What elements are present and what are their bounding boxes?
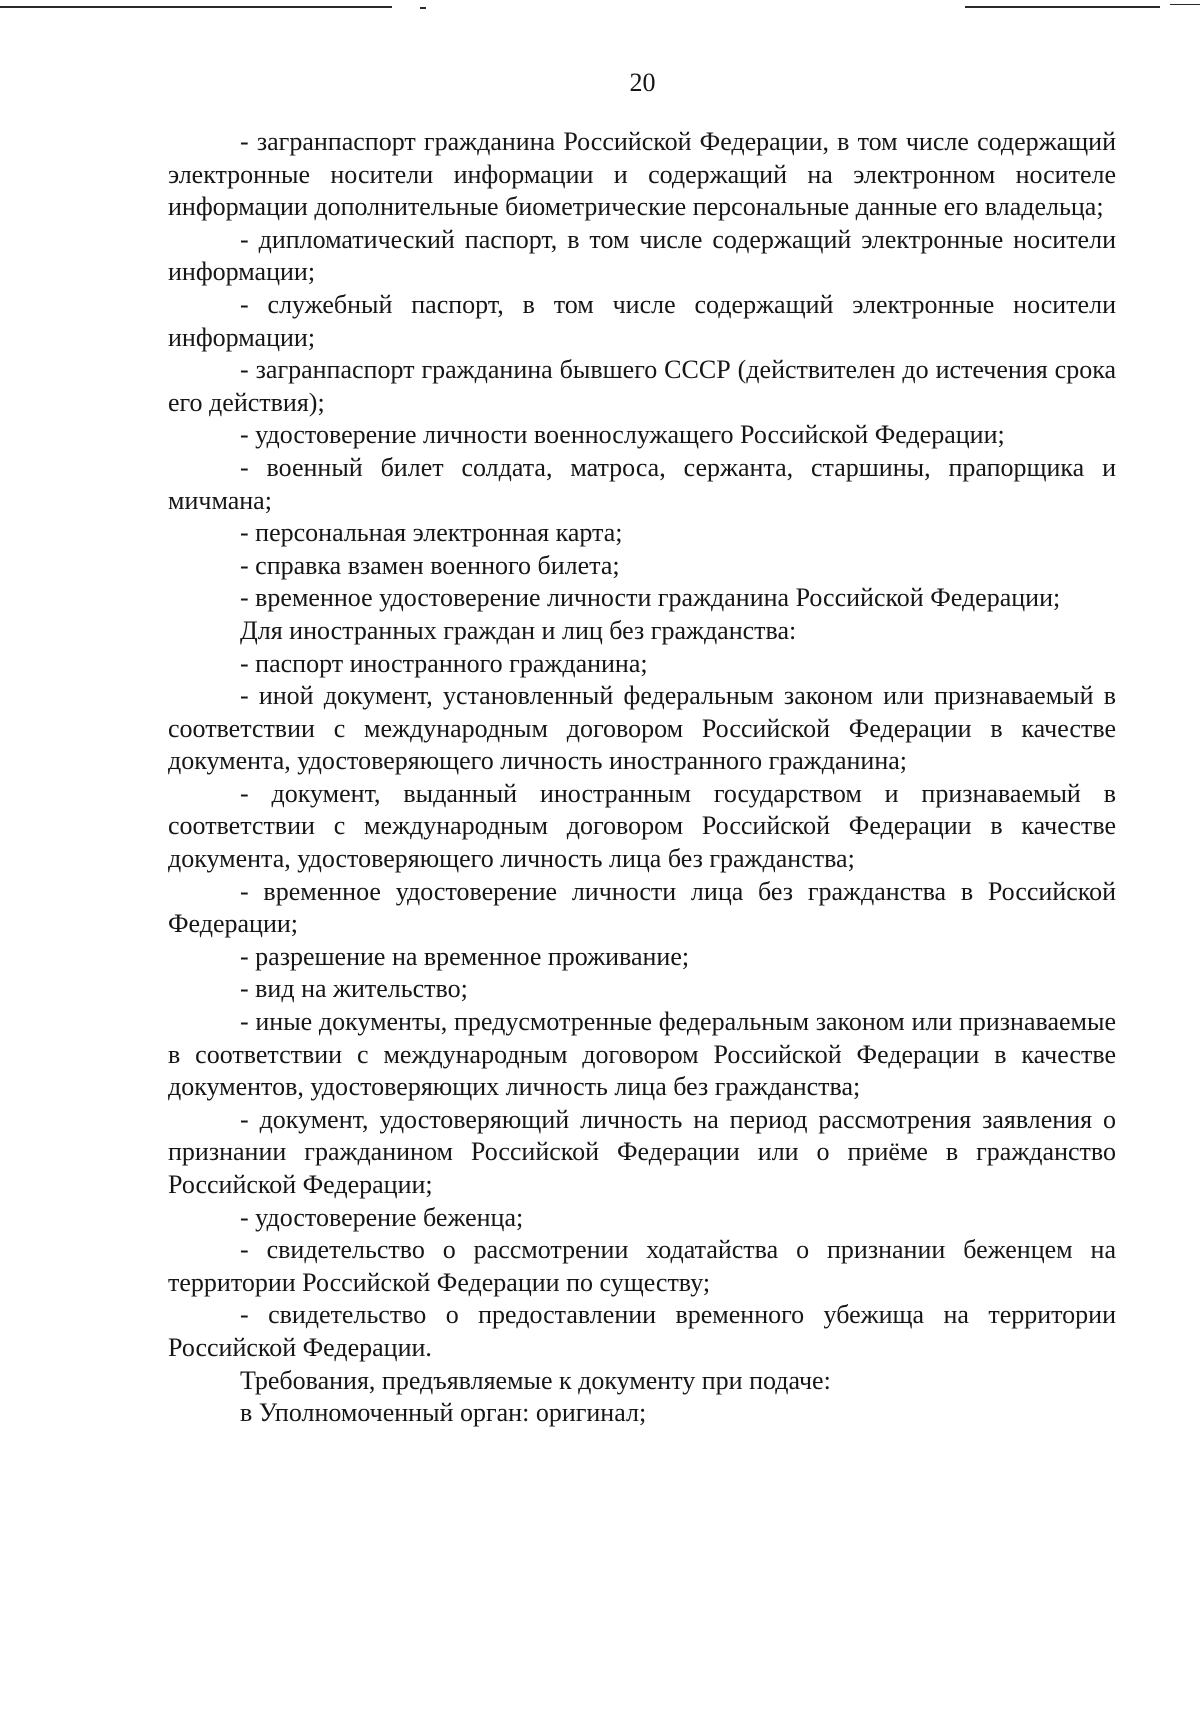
paragraph: - удостоверение личности военнослужащего Российской Федерации; <box>240 420 1005 450</box>
scan-edge-mark <box>420 7 426 9</box>
paragraph: - военный билет солдата, матроса, сержанта, старшины, прапорщика и мичмана; <box>168 452 1116 515</box>
paragraph: - персональная электронная карта; <box>240 518 623 548</box>
paragraph: - иной документ, установленный федеральным законом или признаваемый в соответствии с международным договором Российской Федерации в качестве документа, удостоверяющего личность иностранного гражданина; <box>168 681 1116 776</box>
paragraph: - удостоверение беженца; <box>240 1202 524 1232</box>
paragraph: - служебный паспорт, в том числе содержащий электронные носители информации; <box>168 289 1116 352</box>
paragraph: в Уполномоченный орган: оригинал; <box>240 1398 647 1428</box>
paragraph: - загранпаспорт гражданина бывшего СССР (действителен до истечения срока его действия); <box>168 355 1116 417</box>
paragraph: - временное удостоверение личности лица без гражданства в Российской Федерации; <box>168 876 1116 939</box>
scan-edge-line <box>0 6 392 8</box>
paragraph: - документ, удостоверяющий личность на период рассмотрения заявления о признании гражданином Российской Федерации или о приёме в гражданство Российской Федерации; <box>168 1104 1116 1199</box>
scan-edge-line <box>965 6 1160 8</box>
section-heading: Для иностранных граждан и лиц без гражданства: <box>240 615 797 645</box>
paragraph: - свидетельство о предоставлении временного убежища на территории Российской Федерации. <box>168 1300 1116 1362</box>
scan-edge-mark <box>1170 4 1200 5</box>
paragraph: - разрешение на временное проживание; <box>240 941 690 971</box>
paragraph: - иные документы, предусмотренные федеральным законом или признаваемые в соответствии с международным договором Российской Федерации в качестве документов, удостоверяющих личность лица без гражданства; <box>168 1007 1116 1102</box>
paragraph: - справка взамен военного билета; <box>240 550 620 580</box>
page-number: 20 <box>629 68 656 97</box>
paragraph: - свидетельство о рассмотрении ходатайства о признании беженцем на территории Российской Федерации по существу; <box>168 1235 1116 1297</box>
section-heading: Требования, предъявляемые к документу при подаче: <box>240 1365 831 1395</box>
paragraph: - документ, выданный иностранным государством и признаваемый в соответствии с международным договором Российской Федерации в качестве документа, удостоверяющего личность лица без гражданства; <box>168 778 1116 874</box>
paragraph: - временное удостоверение личности гражданина Российской Федерации; <box>240 583 1061 613</box>
paragraph: - вид на жительство; <box>240 974 468 1004</box>
paragraph: - дипломатический паспорт, в том числе содержащий электронные носители информации; <box>168 224 1116 287</box>
paragraph: - загранпаспорт гражданина Российской Федерации, в том числе содержащий электронные носители информации и содержащий на электронном носителе информации дополнительные биометрические персональные данные его владельца; <box>168 127 1116 222</box>
document-body <box>168 126 1116 1430</box>
paragraph: - паспорт иностранного гражданина; <box>240 648 648 678</box>
